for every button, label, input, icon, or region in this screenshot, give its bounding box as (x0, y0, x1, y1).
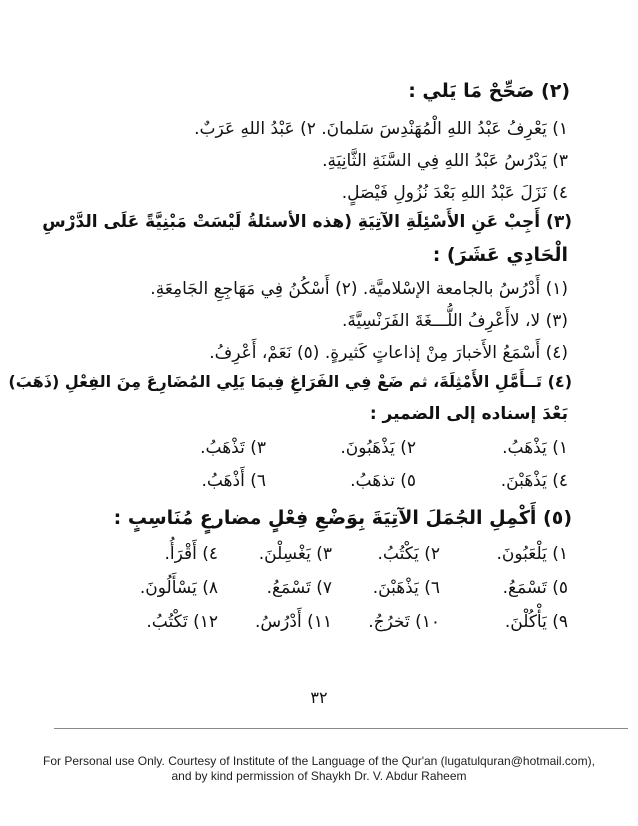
ex5-cell: ٧) تَسْمَعُ. (266, 578, 332, 598)
exercise-2-line-2: ٣) يَدْرُسُ عَبْدُ اللهِ فِي السَّنَةِ الثَّانِيَةِ. (322, 151, 568, 171)
exercise-2-line-3: ٤) نَزَلَ عَبْدُ اللهِ بَعْدَ نُزُولِ فَيْصَلٍ. (341, 183, 568, 203)
ex5-cell: ١٠) تَخرُجُ. (368, 612, 440, 632)
ex5-cell: ٣) يَغْسِلْنَ. (258, 544, 332, 564)
exercise-3-answer-1: (١) أَدْرُسُ بالجامعة الإسْلاميَّة. (٢) أَسْكُنُ فِي مَهَاجِعِ الجَامِعَةِ. (150, 279, 568, 299)
exercise-5-heading: (٥) أَكْمِلِ الجُمَلَ الآتِيَةَ بِوَضْعِ فِعْلٍ مضارعٍ مُنَاسِبٍ : (113, 507, 572, 529)
footer-line-1: For Personal use Only. Courtesy of Institute of the Language of the Qur'an (lugatulquran@hotmail.com), (43, 754, 595, 768)
ex4-cell: ٢) يَذْهَبُونَ. (340, 438, 416, 458)
ex5-cell: ١٢) تَكْتُبُ. (146, 612, 218, 632)
ex4-cell: ٦) أَذْهَبُ. (201, 471, 266, 491)
exercise-4-heading-line-2: بَعْدَ إسناده إلى الضمير : (369, 404, 568, 424)
exercise-4-heading-line-1: (٤) تَــأَمَّلِ الأَمْثِلَةَ، ثم ضَعْ فِي الفَرَاغِ فِيمَا يَلِي المُضَارِعَ مِنَ الفِعْلِ (ذَهَبَ) (8, 372, 572, 391)
ex5-cell: ٥) تَسْمَعُ. (502, 578, 568, 598)
exercise-3-heading-line-1: (٣) أَجِبْ عَنِ الأَسْئِلَةِ الآتِيَةِ (هذه الأسئلةُ لَيْسَتْ مَبْنِيَّةً عَلَى الدَّرْسِ (42, 212, 572, 232)
ex5-cell: ٩) يَأْكُلْنَ. (504, 612, 568, 632)
ex5-cell: ٤) أَقْرَأُ. (164, 544, 218, 564)
footer-divider (54, 728, 628, 729)
exercise-3-heading-line-2: الْحَادِي عَشَرَ) : (432, 244, 568, 266)
exercise-3-answer-2: (٣) لا، لاأَعْرِفُ اللُّـــغَةَ الفَرَنْسِيَّةَ. (342, 311, 568, 331)
page-number: ٣٢ (310, 688, 328, 707)
ex5-cell: ١) يَلْعَبُونَ. (496, 544, 568, 564)
exercise-2-line-1: ١) يَعْرِفُ عَبْدُ اللهِ الْمُهَنْدِسَ سَلمانَ. ٢) عَبْدُ اللهِ عَرَبٌ. (194, 119, 568, 139)
footer-line-2: and by kind permission of Shaykh Dr. V. Abdur Raheem (171, 769, 467, 783)
ex5-cell: ٢) يَكْتُبُ. (377, 544, 440, 564)
ex5-cell: ٨) يَسْأَلُونَ. (139, 578, 218, 598)
ex4-cell: ٤) يَذْهَبْنَ. (500, 471, 568, 491)
ex4-cell: ١) يَذْهَبُ. (502, 438, 568, 458)
ex5-cell: ٦) يَذْهَبْنَ. (372, 578, 440, 598)
exercise-3-answer-3: (٤) أَسْمَعُ الأَخبارَ مِنْ إذاعاتٍ كَثيرةٍ. (٥) نَعَمْ، أَعْرِفُ. (209, 343, 568, 363)
ex5-cell: ١١) أَدْرُسُ. (255, 612, 332, 632)
ex4-cell: ٣) تَذْهَبُ. (200, 438, 266, 458)
exercise-2-heading: (٢) صَحِّحْ مَا يَلي : (408, 80, 570, 102)
ex4-cell: ٥) تذهَبُ. (350, 471, 416, 491)
